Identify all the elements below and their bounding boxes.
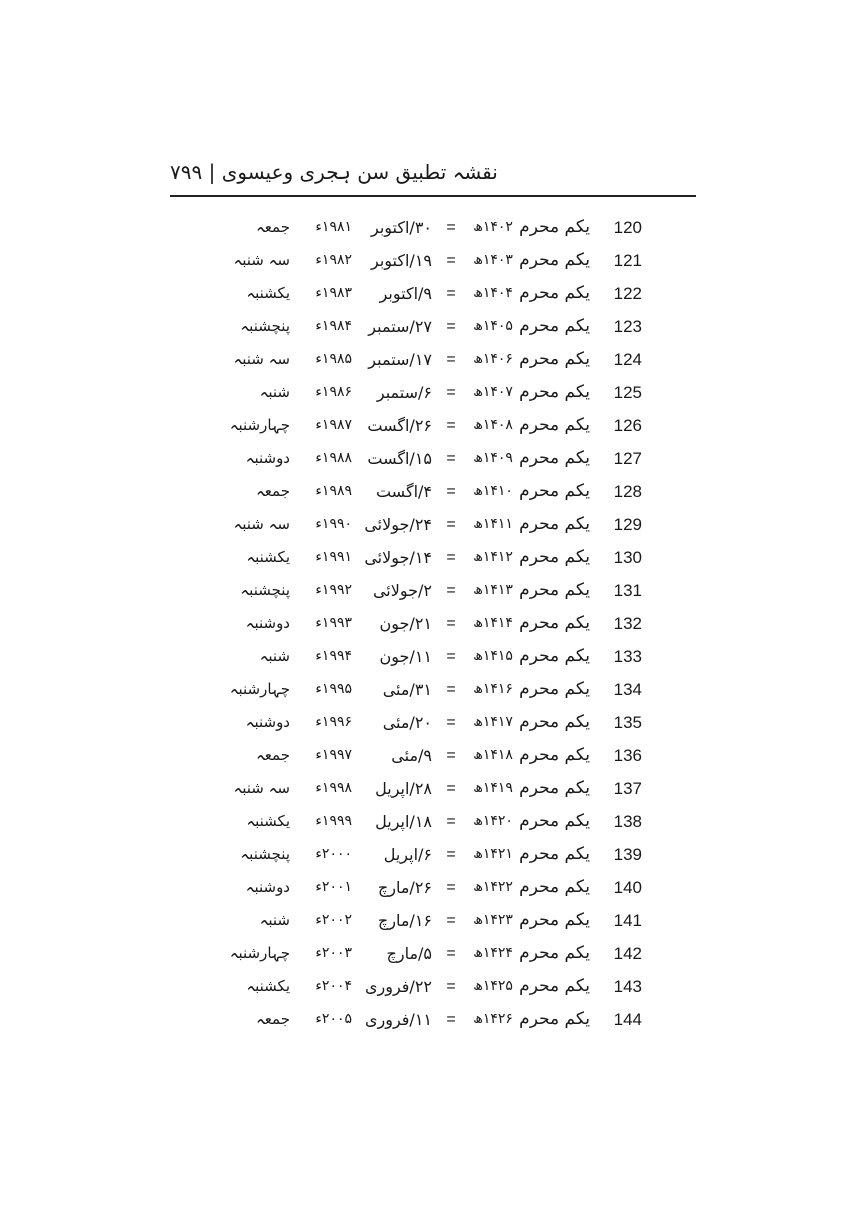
- table-row: [0, 739, 868, 772]
- equals-sign: =: [446, 483, 456, 500]
- equals-sign: =: [446, 747, 456, 764]
- hijri-month: یکم محرم: [519, 877, 590, 897]
- gregorian-year: ۱۹۸۱ء: [315, 219, 352, 235]
- equals-sign: =: [446, 384, 456, 401]
- gregorian-year: ۲۰۰۵ء: [315, 1011, 352, 1027]
- hijri-year: ۱۴۱۳ھ: [473, 582, 513, 598]
- weekday: شنبہ: [259, 647, 290, 665]
- gregorian-year: ۱۹۸۸ء: [315, 450, 352, 466]
- gregorian-year: ۱۹۸۴ء: [315, 318, 352, 334]
- calendar-table: [0, 211, 868, 1036]
- hijri-year: ۱۴۲۵ھ: [473, 978, 513, 994]
- equals-sign: =: [446, 879, 456, 896]
- header-line: [170, 160, 498, 184]
- table-row: [0, 343, 868, 376]
- row-number: 137: [613, 779, 642, 798]
- gregorian-date: ۱۱/فروری: [364, 1010, 432, 1029]
- weekday: شنبہ: [259, 383, 290, 401]
- weekday: یکشنبہ: [246, 812, 290, 830]
- gregorian-date: ۲/جولائی: [372, 581, 432, 600]
- gregorian-year: ۱۹۹۱ء: [315, 549, 352, 565]
- weekday: سہ شنبہ: [233, 779, 290, 797]
- gregorian-year: ۱۹۹۵ء: [315, 681, 352, 697]
- row-number: 142: [613, 944, 642, 963]
- table-row: [0, 574, 868, 607]
- row-number: 124: [613, 350, 642, 369]
- equals-sign: =: [446, 417, 456, 434]
- running-header: [170, 158, 696, 194]
- row-number: 143: [613, 977, 642, 996]
- row-number: 128: [613, 482, 642, 501]
- row-number: 121: [613, 251, 642, 270]
- hijri-year: ۱۴۱۷ھ: [473, 714, 513, 730]
- hijri-year: ۱۴۱۱ھ: [473, 516, 513, 532]
- gregorian-year: ۲۰۰۴ء: [315, 978, 352, 994]
- weekday: یکشنبہ: [246, 548, 290, 566]
- gregorian-date: ۱۷/ستمبر: [368, 350, 432, 369]
- gregorian-date: ۹/اکتوبر: [379, 284, 432, 303]
- gregorian-date: ۹/مئی: [391, 746, 432, 765]
- hijri-year: ۱۴۲۲ھ: [473, 879, 513, 895]
- equals-sign: =: [446, 252, 456, 269]
- hijri-year: ۱۴۲۴ھ: [473, 945, 513, 961]
- equals-sign: =: [446, 285, 456, 302]
- hijri-month: یکم محرم: [519, 910, 590, 930]
- gregorian-year: ۱۹۸۳ء: [315, 285, 352, 301]
- gregorian-date: ۶/اپریل: [383, 845, 432, 864]
- weekday: دوشنبہ: [245, 614, 290, 632]
- weekday: یکشنبہ: [246, 977, 290, 995]
- hijri-month: یکم محرم: [519, 316, 590, 336]
- row-number: 122: [613, 284, 642, 303]
- gregorian-year: ۱۹۸۲ء: [315, 252, 352, 268]
- table-row: [0, 970, 868, 1003]
- hijri-month: یکم محرم: [519, 448, 590, 468]
- hijri-month: یکم محرم: [519, 382, 590, 402]
- gregorian-date: ۲۶/اگست: [367, 416, 432, 435]
- hijri-year: ۱۴۰۴ھ: [473, 285, 513, 301]
- weekday: جمعہ: [256, 746, 290, 764]
- gregorian-date: ۶/ستمبر: [376, 383, 432, 402]
- table-row: [0, 772, 868, 805]
- row-number: 127: [613, 449, 642, 468]
- equals-sign: =: [446, 318, 456, 335]
- equals-sign: =: [446, 813, 456, 830]
- gregorian-year: ۱۹۹۳ء: [315, 615, 352, 631]
- table-row: [0, 508, 868, 541]
- weekday: پنچشنبہ: [240, 581, 290, 599]
- gregorian-date: ۲۲/فروری: [364, 977, 432, 996]
- weekday: سہ شنبہ: [233, 251, 290, 269]
- hijri-year: ۱۴۰۲ھ: [473, 219, 513, 235]
- equals-sign: =: [446, 582, 456, 599]
- weekday: جمعہ: [256, 1010, 290, 1028]
- row-number: 139: [613, 845, 642, 864]
- page-number: ۷۹۹: [170, 160, 203, 184]
- row-number: 123: [613, 317, 642, 336]
- hijri-year: ۱۴۰۵ھ: [473, 318, 513, 334]
- equals-sign: =: [446, 615, 456, 632]
- row-number: 138: [613, 812, 642, 831]
- gregorian-date: ۳۰/اکتوبر: [370, 218, 432, 237]
- weekday: یکشنبہ: [246, 284, 290, 302]
- hijri-month: یکم محرم: [519, 613, 590, 633]
- hijri-year: ۱۴۰۷ھ: [473, 384, 513, 400]
- hijri-year: ۱۴۰۸ھ: [473, 417, 513, 433]
- gregorian-date: ۱۹/اکتوبر: [370, 251, 432, 270]
- table-row: [0, 277, 868, 310]
- table-row: [0, 244, 868, 277]
- row-number: 134: [613, 680, 642, 699]
- equals-sign: =: [446, 780, 456, 797]
- row-number: 126: [613, 416, 642, 435]
- gregorian-year: ۱۹۹۶ء: [315, 714, 352, 730]
- hijri-year: ۱۴۲۳ھ: [473, 912, 513, 928]
- row-number: 133: [613, 647, 642, 666]
- hijri-year: ۱۴۲۰ھ: [473, 813, 513, 829]
- equals-sign: =: [446, 714, 456, 731]
- hijri-month: یکم محرم: [519, 976, 590, 996]
- hijri-year: ۱۴۰۳ھ: [473, 252, 513, 268]
- hijri-month: یکم محرم: [519, 712, 590, 732]
- equals-sign: =: [446, 978, 456, 995]
- gregorian-year: ۱۹۹۲ء: [315, 582, 352, 598]
- row-number: 136: [613, 746, 642, 765]
- hijri-year: ۱۴۱۲ھ: [473, 549, 513, 565]
- gregorian-year: ۱۹۹۸ء: [315, 780, 352, 796]
- hijri-year: ۱۴۱۴ھ: [473, 615, 513, 631]
- hijri-month: یکم محرم: [519, 349, 590, 369]
- equals-sign: =: [446, 945, 456, 962]
- gregorian-year: ۲۰۰۲ء: [315, 912, 352, 928]
- equals-sign: =: [446, 549, 456, 566]
- gregorian-date: ۱۶/مارچ: [377, 911, 432, 930]
- gregorian-year: ۱۹۸۹ء: [315, 483, 352, 499]
- table-row: [0, 904, 868, 937]
- table-row: [0, 937, 868, 970]
- hijri-month: یکم محرم: [519, 1009, 590, 1029]
- equals-sign: =: [446, 648, 456, 665]
- gregorian-year: ۱۹۸۶ء: [315, 384, 352, 400]
- gregorian-date: ۴/اگست: [375, 482, 432, 501]
- table-row: [0, 310, 868, 343]
- gregorian-date: ۲۴/جولائی: [364, 515, 432, 534]
- table-row: [0, 640, 868, 673]
- weekday: دوشنبہ: [245, 713, 290, 731]
- row-number: 131: [613, 581, 642, 600]
- hijri-month: یکم محرم: [519, 514, 590, 534]
- row-number: 144: [613, 1010, 642, 1029]
- gregorian-year: ۱۹۸۷ء: [315, 417, 352, 433]
- row-number: 125: [613, 383, 642, 402]
- gregorian-date: ۱۵/اگست: [367, 449, 432, 468]
- gregorian-date: ۱۱/جون: [379, 647, 432, 666]
- equals-sign: =: [446, 351, 456, 368]
- hijri-year: ۱۴۱۰ھ: [473, 483, 513, 499]
- table-row: [0, 541, 868, 574]
- table-row: [0, 871, 868, 904]
- row-number: 129: [613, 515, 642, 534]
- hijri-month: یکم محرم: [519, 481, 590, 501]
- weekday: دوشنبہ: [245, 449, 290, 467]
- weekday: چہارشنبہ: [229, 944, 290, 962]
- gregorian-year: ۲۰۰۳ء: [315, 945, 352, 961]
- table-row: [0, 211, 868, 244]
- gregorian-date: ۲۸/اپریل: [375, 779, 432, 798]
- hijri-year: ۱۴۱۵ھ: [473, 648, 513, 664]
- gregorian-year: ۲۰۰۱ء: [315, 879, 352, 895]
- gregorian-year: ۱۹۹۹ء: [315, 813, 352, 829]
- table-row: [0, 706, 868, 739]
- hijri-year: ۱۴۲۶ھ: [473, 1011, 513, 1027]
- weekday: جمعہ: [256, 482, 290, 500]
- hijri-month: یکم محرم: [519, 943, 590, 963]
- gregorian-year: ۱۹۹۰ء: [315, 516, 352, 532]
- hijri-year: ۱۴۱۸ھ: [473, 747, 513, 763]
- hijri-month: یکم محرم: [519, 580, 590, 600]
- gregorian-year: ۱۹۹۴ء: [315, 648, 352, 664]
- hijri-month: یکم محرم: [519, 778, 590, 798]
- gregorian-year: ۱۹۹۷ء: [315, 747, 352, 763]
- hijri-month: یکم محرم: [519, 547, 590, 567]
- row-number: 140: [613, 878, 642, 897]
- header-rule: [170, 195, 696, 197]
- gregorian-year: ۲۰۰۰ء: [315, 846, 352, 862]
- hijri-month: یکم محرم: [519, 646, 590, 666]
- hijri-year: ۱۴۰۹ھ: [473, 450, 513, 466]
- equals-sign: =: [446, 1011, 456, 1028]
- weekday: چہارشنبہ: [229, 416, 290, 434]
- equals-sign: =: [446, 912, 456, 929]
- hijri-month: یکم محرم: [519, 745, 590, 765]
- table-row: [0, 376, 868, 409]
- row-number: 141: [613, 911, 642, 930]
- hijri-month: یکم محرم: [519, 283, 590, 303]
- gregorian-date: ۱۸/اپریل: [375, 812, 432, 831]
- weekday: سہ شنبہ: [233, 350, 290, 368]
- table-row: [0, 673, 868, 706]
- gregorian-date: ۲۶/مارچ: [377, 878, 432, 897]
- hijri-year: ۱۴۱۶ھ: [473, 681, 513, 697]
- hijri-year: ۱۴۲۱ھ: [473, 846, 513, 862]
- hijri-month: یکم محرم: [519, 844, 590, 864]
- weekday: سہ شنبہ: [233, 515, 290, 533]
- hijri-month: یکم محرم: [519, 250, 590, 270]
- weekday: پنچشنبہ: [240, 317, 290, 335]
- row-number: 135: [613, 713, 642, 732]
- table-row: [0, 1003, 868, 1036]
- equals-sign: =: [446, 450, 456, 467]
- equals-sign: =: [446, 681, 456, 698]
- gregorian-date: ۱۴/جولائی: [364, 548, 432, 567]
- row-number: 120: [613, 218, 642, 237]
- gregorian-date: ۲۰/مئی: [382, 713, 432, 732]
- gregorian-date: ۲۷/ستمبر: [368, 317, 432, 336]
- row-number: 132: [613, 614, 642, 633]
- hijri-month: یکم محرم: [519, 811, 590, 831]
- weekday: شنبہ: [259, 911, 290, 929]
- gregorian-date: ۵/مارچ: [386, 944, 432, 963]
- weekday: چہارشنبہ: [229, 680, 290, 698]
- table-row: [0, 475, 868, 508]
- hijri-year: ۱۴۰۶ھ: [473, 351, 513, 367]
- equals-sign: =: [446, 516, 456, 533]
- table-row: [0, 838, 868, 871]
- header-title: نقشہ تطبیق سن ہجری وعیسوی: [221, 160, 498, 184]
- weekday: پنچشنبہ: [240, 845, 290, 863]
- hijri-month: یکم محرم: [519, 217, 590, 237]
- equals-sign: =: [446, 219, 456, 236]
- gregorian-date: ۳۱/مئی: [382, 680, 432, 699]
- table-row: [0, 805, 868, 838]
- header-separator: |: [208, 160, 216, 184]
- weekday: دوشنبہ: [245, 878, 290, 896]
- table-row: [0, 442, 868, 475]
- gregorian-date: ۲۱/جون: [379, 614, 432, 633]
- hijri-year: ۱۴۱۹ھ: [473, 780, 513, 796]
- table-row: [0, 607, 868, 640]
- hijri-month: یکم محرم: [519, 679, 590, 699]
- row-number: 130: [613, 548, 642, 567]
- weekday: جمعہ: [256, 218, 290, 236]
- equals-sign: =: [446, 846, 456, 863]
- gregorian-year: ۱۹۸۵ء: [315, 351, 352, 367]
- table-row: [0, 409, 868, 442]
- hijri-month: یکم محرم: [519, 415, 590, 435]
